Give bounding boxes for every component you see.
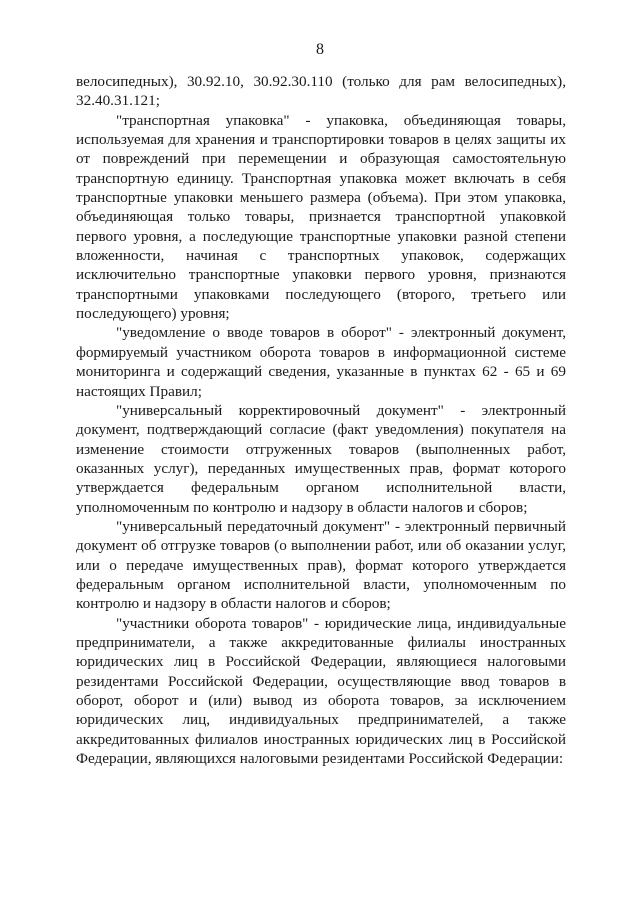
- paragraph-transport-packaging: "транспортная упаковка" - упаковка, объединяющая товары, используемая для хранения и транспортировки товаров в целях защиты их от повреждений при перемещении и образующая самостоятельную транспортную единицу. Транспортная упаковка может включать в себя транспортные упаковки меньшего размера (объема). При этом упаковка, объединяющая только товары, признается транспортной упаковкой первого уровня, а последующие транспортные упаковки разной степени вложенности, начиная с транспортных упаковок, содержащих исключительно транспортные упаковки первого уровня, признаются транспортными упаковками последующего (второго, третьего или последующего) уровня;: [76, 111, 566, 323]
- paragraph-universal-correction-document: "универсальный корректировочный документ" - электронный документ, подтверждающий согласие (факт уведомления) покупателя на изменение стоимости отгруженных товаров (выполненных работ, оказанных услуг), переданных имущественных прав, формат которого утверждается федеральным органом исполнительной власти, уполномоченным по контролю и надзору в области налогов и сборов;: [76, 401, 566, 516]
- paragraph-notification-of-entry: "уведомление о вводе товаров в оборот" - электронный документ, формируемый участником оборота товаров в информационной системе мониторинга и содержащий сведения, указанные в пунктах 62 - 65 и 69 настоящих Правил;: [76, 324, 566, 400]
- document-body: [76, 72, 566, 768]
- page-number: 8: [316, 41, 324, 58]
- paragraph-continuation: велосипедных), 30.92.10, 30.92.30.110 (только для рам велосипедных), 32.40.31.121;: [76, 73, 566, 110]
- paragraph-turnover-participants: "участники оборота товаров" - юридические лица, индивидуальные предприниматели, а также аккредитованные филиалы иностранных юридических лиц в Российской Федерации, являющиеся налоговыми резидентами Российской Федерации, осуществляющие ввод товаров в оборот, оборот и (или) вывод из оборота товаров, за исключением юридических лиц, индивидуальных предпринимателей, а также аккредитованных филиалов иностранных юридических лиц в Российской Федерации, являющихся налоговыми резидентами Российской Федерации:: [76, 614, 566, 768]
- paragraph-universal-transfer-document: "универсальный передаточный документ" - электронный первичный документ об отгрузке товаров (о выполнении работ, или об оказании услуг, или о передаче имущественных прав), формат которого утверждается федеральным органом исполнительной власти, уполномоченным по контролю и надзору в области налогов и сборов;: [76, 517, 566, 613]
